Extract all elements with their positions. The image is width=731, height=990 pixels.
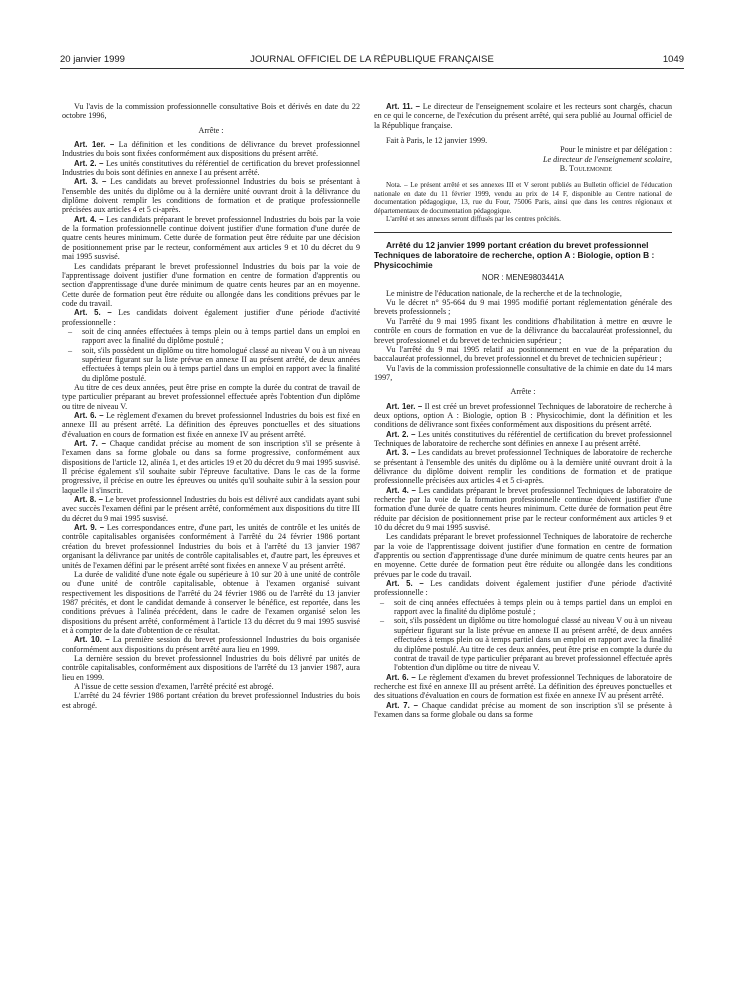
article-text: Les candidats au brevet professionnel Techniques de laboratoire de recherche se présentant à l'ensemble des unités du diplôme ou à la dernière unité ouvrant droit à la délivrance du diplôme doivent remplir les conditions de formation et de pratique professionnelle précisées aux articles 4 et 5 ci-après.: [374, 448, 672, 486]
article-text: Les candidats préparant le brevet professionnel Industries du bois par la voie de la formation professionnelle continue doivent justifier d'une formation d'une durée de quatre cents heures minimum. Cette durée de formation peut être réduite par une décision de positionnement prise par le recteur, conformément aux articles 9 et 10 du décret du 9 mai 1995 susvisé.: [62, 214, 360, 262]
article-text: Le règlement d'examen du brevet professionnel Industries du bois est fixé en annexe III au présent arrêté. La définition des épreuves ponctuelles et des situations d'évaluation en cours de formation est fixée en annexe IV au présent arrêté.: [62, 411, 360, 439]
list-item: – soit de cinq années effectuées à temps plein ou à temps partiel dans un emploi en rapport avec la finalité du diplôme postulé ;: [374, 598, 672, 617]
paragraph: Les candidats préparant le brevet professionnel Techniques de laboratoire de recherche par la voie de l'apprentissage doivent justifier d'une formation en centre de formation d'apprentis ou section d'apprentissage d'une durée minimum de quatre cents heures par an en moyenne. Cette durée de formation peut être réduite ou allongée dans les conditions prévues par le code du travail.: [374, 532, 672, 579]
article-7: [374, 701, 672, 720]
list-item: – soit, s'ils possèdent un diplôme ou titre homologué classé au niveau V ou à un niveau supérieur figurant sur la liste prévue en annexe II au présent arrêté, de deux années effectuées à temps plein ou à temps partiel dans un emploi en rapport avec la finalité du diplôme postulé.: [62, 346, 360, 383]
article-label: Art. 1er. –: [386, 401, 423, 411]
nota-text: Nota. – Le présent arrêté et ses annexes III et V seront publiés au Bulletin officiel de l'éducation nationale en date du 11 février 1999, vendu au prix de 14 F, disponible au Centre national de documentation pédagogique, 13, rue du Four, 75006 Paris, ainsi que dans les centres régionaux et départementaux de documentation pédagogique.: [374, 181, 672, 215]
article-1: [374, 402, 672, 430]
article-10: [62, 635, 360, 654]
article-label: Art. 9. –: [74, 523, 105, 533]
article-text: Le directeur de l'enseignement scolaire et les recteurs sont chargés, chacun en ce qui le concerne, de l'exécution du présent arrêté, qui sera publié au Journal officiel de la République française.: [374, 102, 672, 130]
paragraph: Les candidats préparant le brevet professionnel Industries du bois par la voie de l'apprentissage doivent justifier d'une formation en centre de formation d'apprentis ou section d'apprentissage d'une durée minimum de quatre cents heures par an en moyenne. Cette durée de formation peut être réduite ou allongée dans les conditions prévues par le code du travail.: [62, 261, 360, 308]
signatory-name: B. Toulemonde: [559, 164, 612, 174]
article-text: Les unités constitutives du référentiel de certification du brevet professionnel Techniques de laboratoire de recherche sont définies en annexe I au présent arrêté.: [374, 429, 672, 448]
journal-title: JOURNAL OFFICIEL DE LA RÉPUBLIQUE FRANÇAISE: [250, 54, 494, 65]
signature-block: [374, 136, 672, 173]
paragraph: Vu le décret n° 95-664 du 9 mai 1995 modifié portant réglementation générale des brevets professionnels ;: [374, 298, 672, 317]
article-text: Le brevet professionnel Industries du bois est délivré aux candidats ayant subi avec succès l'examen défini par le présent arrêté, conformément aux dispositions du titre III du décret du 9 mai 1995 susvisé.: [62, 495, 360, 523]
article-label: Art. 3. –: [74, 177, 107, 187]
paragraph: La dernière session du brevet professionnel Industries du bois délivré par unités de contrôle capitalisables, conformément aux dispositions de l'arrêté du 13 janvier 1987, aura lieu en 1999.: [62, 653, 360, 682]
paragraph: A l'issue de cette session d'examen, l'arrêté précité est abrogé.: [74, 681, 274, 691]
article-3: [374, 448, 672, 485]
article-1: [62, 140, 360, 159]
paragraph: Vu l'arrêté du 9 mai 1995 relatif au positionnement en vue de la préparation du baccalauréat professionnel, du brevet professionnel et du brevet de technicien supérieur ;: [374, 344, 672, 364]
condition-list: [62, 327, 360, 383]
paragraph: Vu l'avis de la commission professionnelle consultative de la chimie en date du 14 mars 1997,: [374, 363, 672, 382]
article-label: Art. 4. –: [386, 485, 416, 495]
article-8: [62, 495, 360, 523]
article-text: La première session du brevet professionnel Industries du bois organisée conformément aux dispositions du présent arrêté aura lieu en 1999.: [62, 635, 360, 654]
article-2: [62, 159, 360, 178]
right-column: [374, 102, 672, 719]
signature-date: Fait à Paris, le 12 janvier 1999.: [386, 136, 488, 146]
article-label: Art. 5. –: [386, 579, 424, 589]
article-text: Chaque candidat précise au moment de son inscription s'il se présente à l'examen dans sa forme globale ou dans sa forme: [374, 700, 673, 719]
nota-block: [374, 181, 672, 223]
condition-list: [374, 598, 672, 673]
article-2: [374, 430, 672, 449]
article-5: [374, 579, 672, 598]
article-label: Art. 8. –: [74, 495, 103, 505]
article-label: Art. 6. –: [74, 411, 104, 420]
section-separator: [374, 232, 672, 233]
article-text: Les candidats au brevet professionnel Industries du bois se présentant à l'ensemble des unités du diplôme ou à la dernière unité ouvrant droit à la délivrance du diplôme doivent remplir les conditions de formation et de pratique professionnelle précisées aux articles 4 et 5 ci-après.: [62, 177, 360, 215]
list-item: – soit de cinq années effectuées à temps plein ou à temps partiel dans un emploi en rapport avec la finalité du diplôme postulé ;: [62, 327, 360, 346]
arrete-heading: Arrête :: [198, 125, 224, 135]
article-3: [62, 177, 360, 214]
signature-delegation: Pour le ministre et par délégation :: [560, 145, 672, 155]
article-text: Les candidats préparant le brevet professionnel Techniques de laboratoire de recherche par la voie de la formation professionnelle continue doivent justifier d'une formation d'une durée de quatre cents heures minimum. Cette durée de formation peut être réduite par décision de positionnement prise par le recteur conformément aux articles 9 et 10 du décret du 9 mai 1995 susvisé.: [374, 485, 672, 533]
article-text: Le règlement d'examen du brevet professionnel Techniques de laboratoire de recherche est fixé en annexe III au présent arrêté. La définition des épreuves ponctuelles et des situations d'évaluation en cours de formation est fixée en annexe IV au présent arrêté.: [374, 672, 672, 701]
article-text: Les candidats doivent également justifier d'une période d'activité professionnelle :: [374, 579, 672, 598]
list-item: – soit, s'ils possèdent un diplôme ou titre homologué classé au niveau V ou à un niveau supérieur figurant sur la liste prévue en annexe II au présent arrêté, de deux années effectuées à temps plein ou à temps partiel dans un emploi en rapport avec la finalité du diplôme postulé. Au titre de ces deux années, peut être prise en compte la durée du contrat de travail de type particulier préparant au brevet professionnel effectuée après l'obtention d'un diplôme ou titre de niveau V.: [374, 616, 672, 672]
header-rule: [60, 68, 684, 69]
article-6: [374, 673, 672, 701]
paragraph: Vu l'arrêté du 9 mai 1995 fixant les conditions d'habilitation à mettre en œuvre le contrôle en cours de formation en vue de la délivrance du baccalauréat professionnel, du brevet professionnel et du brevet de technicien supérieur ;: [374, 316, 672, 345]
article-label: Art. 2. –: [74, 158, 104, 168]
article-label: Art. 3. –: [386, 448, 416, 458]
article-label: Art. 2. –: [386, 429, 416, 439]
article-label: Art. 11. –: [386, 102, 420, 111]
article-label: Art. 7. –: [386, 700, 419, 710]
article-9: [62, 523, 360, 570]
article-label: Art. 10. –: [74, 635, 110, 645]
paragraph: La durée de validité d'une note égale ou supérieure à 10 sur 20 à une unité de contrôle ou d'une unité de contrôle capitalisable, obtenue à l'examen organisé suivant respectivement les dispositions de l'arrêté du 24 février 1986 ou de l'arrêté du 13 janvier 1987 précités, et dont le candidat demande à conserver le bénéfice, est reportée, dans les conditions prévues à l'alinéa précédent, dans le cadre de l'examen organisé selon les dispositions du présent arrêté, conformément à l'article 13 du décret du 9 mai 1995 susvisé et à compter de la date d'obtention de ce résultat.: [62, 569, 360, 635]
article-4: [374, 486, 672, 533]
article-text: Les candidats doivent également justifier d'une période d'activité professionnelle :: [62, 308, 360, 327]
article-label: Art. 1er. –: [74, 140, 115, 150]
page-header: [60, 54, 684, 68]
article-label: Art. 6. –: [386, 672, 416, 682]
nor-reference: NOR : MENE9803441A: [482, 273, 564, 283]
paragraph: Vu l'avis de la commission professionnelle consultative Bois et dérivés en date du 22 octobre 1996,: [62, 102, 360, 121]
paragraph: Au titre de ces deux années, peut être prise en compte la durée du contrat de travail de type particulier préparant au brevet professionnel effectuée après l'obtention d'un diplôme ou titre de niveau V.: [62, 382, 360, 411]
article-text: La définition et les conditions de délivrance du brevet professionnel Industries du bois sont fixées conformément aux dispositions du présent arrêté.: [62, 140, 360, 159]
signature-role: Le directeur de l'enseignement scolaire,: [542, 154, 672, 164]
decree-title: Arrêté du 12 janvier 1999 portant création du brevet professionnel Techniques de laboratoire de recherche, option A : Biologie, option B : Physicochimie: [374, 240, 655, 271]
article-label: Art. 7. –: [74, 439, 107, 449]
article-6: [62, 411, 360, 439]
left-column: [62, 102, 360, 710]
article-text: Chaque candidat précise au moment de son inscription s'il se présente à l'examen dans sa forme globale ou dans sa forme progressive, conformément aux dispositions de l'article 12, alinéa 1, et des articles 19 et 20 du décret du 9 mai 1995 susvisé. Il précise également s'il souhaite subir l'épreuve facultative. Dans le cas de la forme progressive, il précise en outre les épreuves ou unités qu'il souhaite subir à la session pour laquelle il s'inscrit.: [62, 439, 361, 495]
article-text: Les unités constitutives du référentiel de certification du brevet professionnel Industries du bois sont définies en annexe I au présent arrêté.: [62, 158, 360, 178]
paragraph: L'arrêté du 24 février 1986 portant création du brevet professionnel Industries du bois est abrogé.: [62, 691, 360, 710]
nota-text: L'arrêté et ses annexes seront diffusés par les centres précités.: [386, 215, 561, 224]
article-label: Art. 5. –: [74, 308, 112, 318]
article-7: [62, 439, 360, 495]
paragraph: Le ministre de l'éducation nationale, de la recherche et de la technologie,: [386, 288, 622, 298]
article-text: Il est créé un brevet professionnel Techniques de laboratoire de recherche à deux options, option A : Biologie, option B : Physicochimie, dont la définition et les conditions de délivrance sont fixées conformément aux dispositions du présent arrêté.: [374, 401, 672, 430]
article-11: [374, 102, 672, 130]
article-text: Les correspondances entre, d'une part, les unités de contrôle et les unités de contrôle capitalisables organisées conformément à l'arrêté du 24 février 1986 portant création du brevet professionnel Industries du bois et à l'arrêté du 13 janvier 1987 organisant la délivrance par unités de contrôle capitalisables et, d'autre part, les épreuves et unités de l'examen défini par le présent arrêté sont fixées en annexe V au présent arrêté.: [62, 523, 360, 570]
article-5: [62, 308, 360, 327]
article-label: Art. 4. –: [74, 214, 104, 224]
arrete-heading: Arrête :: [510, 387, 536, 397]
article-4: [62, 215, 360, 262]
header-date: 20 janvier 1999: [60, 54, 125, 65]
page-number: 1049: [662, 54, 684, 65]
